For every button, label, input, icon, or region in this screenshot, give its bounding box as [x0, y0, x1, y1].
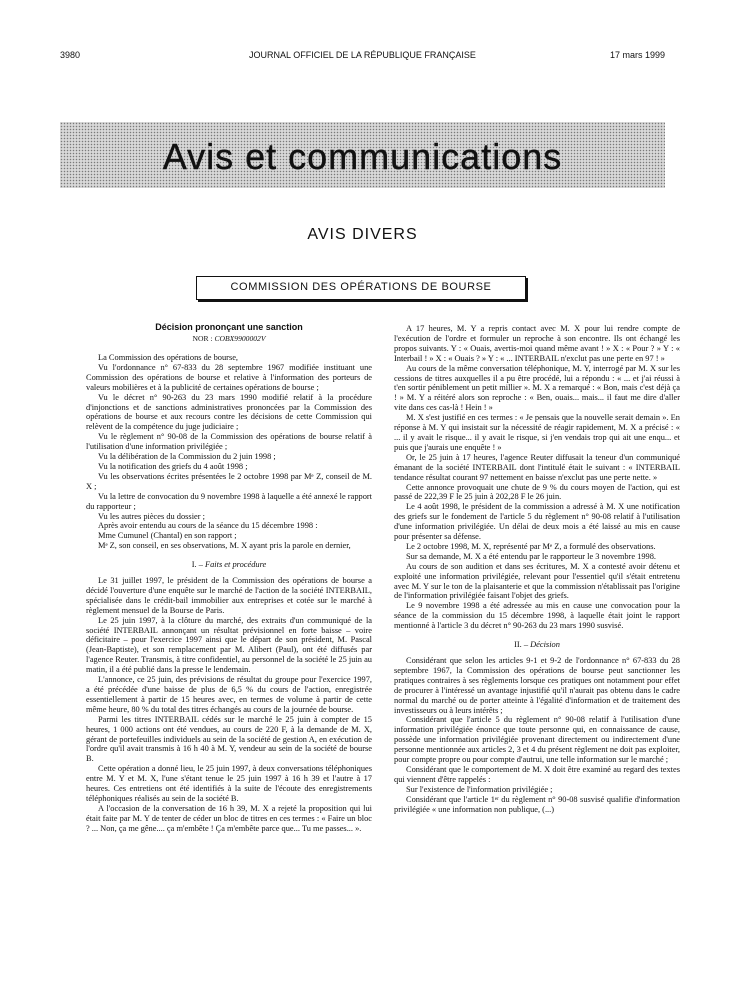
decision-title: Décision prononçant une sanction	[155, 322, 303, 332]
paragraph: Vu la notification des griefs du 4 août 1998 ;	[98, 461, 248, 471]
section-heading: AVIS DIVERS	[307, 226, 418, 243]
paragraph: La Commission des opérations de bourse,	[98, 353, 239, 362]
paragraph: Considérant que le comportement de M. X doit être examiné au regard des textes qui viennent d'être rappelés :	[394, 764, 680, 784]
right-column	[394, 324, 680, 815]
paragraph: Vu la lettre de convocation du 9 novembre 1998 à laquelle a été annexé le rapport du rapporteur ;	[86, 491, 372, 511]
paragraph: Mme Cumunel (Chantal) en son rapport ;	[98, 531, 237, 541]
paragraph: Vu la délibération de la Commission du 2 juin 1998 ;	[98, 452, 276, 462]
paragraph: Au cours de son audition et dans ses écritures, M. X a contesté avoir détenu et exploité une information privilégiée, relevant pour l'essentiel qu'il s'était entretenu avec M. Y sur le ton de la plaisanterie et que la commission n'établissait pas l'origine de l'information privilégiée faisant l'objet des griefs.	[394, 561, 680, 601]
paragraph: Cette annonce provoquait une chute de 9 % du cours moyen de l'action, qui est passé de 222,39 F le 25 juin à 202,28 F le 26 juin.	[394, 482, 680, 502]
paragraph: Vu les observations écrites présentées le 2 octobre 1998 par Mᵉ Z, conseil de M. X ;	[86, 471, 372, 491]
page-number: 3980	[60, 50, 81, 60]
part-title: Faits et procédure	[205, 560, 267, 570]
banner-title: Avis et communications	[162, 136, 563, 177]
paragraph: Cette opération a donné lieu, le 25 juin 1997, à deux conversations téléphoniques entre M. Y et M. X, l'une s'étant tenue le 25 juin 1997 à 16 h 39 et l'autre à 17 heures. Ces entretiens ont été identifiés à la suite de l'écoute des enregistrements téléphoniques réalisés au sein de la société B.	[86, 764, 372, 803]
paragraph: Considérant que l'article 5 du règlement n° 90-08 relatif à l'utilisation d'une information privilégiée énonce que toute personne qui, en connaissance de cause, possède une information privilégiée provenant directement ou indirectement d'une personne mentionnée aux articles 2, 3 et 4 du présent règlement ne doit pas exploiter, pour compte propre ou pour compte d'autrui, une telle information sur le marché ;	[394, 715, 680, 765]
paragraph: Vu le règlement n° 90-08 de la Commission des opérations de bourse relatif à l'utilisation d'une information privilégiée ;	[86, 432, 372, 452]
paragraph: Au cours de la même conversation téléphonique, M. Y, interrogé par M. X sur les cessions de titres auxquelles il a pu être procédé, lui a répondu : « ... et j'ai réussi à t'en sortir péniblement un petit millier ». M. X a remarqué : « Bon, mais c'est déjà ça ! » M. Y a réitéré alors son reproche : « Ben, ouais... mais... il faut me dire d'aller vite dans ces cas-là ! Hein ! »	[394, 363, 680, 413]
paragraph: Après avoir entendu au cours de la séance du 15 décembre 1998 :	[98, 521, 318, 531]
paragraph: Le 2 octobre 1998, M. X, représenté par Mᵉ Z, a formulé des observations.	[406, 541, 656, 551]
nor-code: COBX9900002V	[214, 334, 266, 343]
part-two-heading	[394, 640, 680, 650]
paragraph: Mᵉ Z, son conseil, en ses observations, M. X ayant pris la parole en dernier,	[98, 541, 351, 551]
paragraph: Le 9 novembre 1998 a été adressée au mis en cause une convocation pour la séance de la commission du 15 décembre 1998, à laquelle était joint le rapport mentionné à l'article 3 du décret n° 90-263 du 23 mars 1990 susvisé.	[394, 601, 680, 631]
journal-title: JOURNAL OFFICIEL DE LA RÉPUBLIQUE FRANÇAISE	[249, 50, 476, 60]
running-head	[60, 50, 665, 64]
paragraph: Le 31 juillet 1997, le président de la Commission des opérations de bourse a décidé l'ouverture d'une enquête sur le marché de l'action de la société INTERBAIL, spécialisée dans le crédit-bail immobilier aux entreprises et cotée sur le marché à règlement mensuel de la Bourse de Paris.	[86, 576, 372, 615]
section-banner	[60, 122, 665, 188]
issue-date: 17 mars 1999	[609, 50, 665, 60]
part-number: I. –	[191, 560, 203, 570]
paragraph: Vu l'ordonnance n° 67-833 du 28 septembre 1967 modifiée instituant une Commission des opérations de bourse et relative à l'information des porteurs de valeurs mobilières et à la publicité de certaines opérations de bourse ;	[86, 362, 372, 392]
paragraph: L'annonce, ce 25 juin, des prévisions de résultat du groupe pour l'exercice 1997, a été précédée d'une baisse de plus de 6,5 % du cours de l'action, enregistrée essentiellement à partir de 15 heures avec, en termes de volume à partir de cette même heure, 80 % du total des titres échangés au cours de la journée de bourse.	[86, 675, 372, 714]
left-column	[86, 322, 372, 834]
part-one-heading	[86, 560, 372, 570]
paragraph: M. X s'est justifié en ces termes : « Je pensais que la nouvelle serait demain ». En réponse à M. Y qui insistait sur la nécessité de réagir rapidement, M. X a précisé : « ... il y avait le risque... il y avait le risque, si j'en vendais trop qui ait une enqu... et puis que j'aurais une enquête ! »	[394, 413, 680, 452]
paragraph: Or, le 25 juin à 17 heures, l'agence Reuter diffusait la teneur d'un communiqué émanant de la société INTERBAIL dont l'intitulé était le suivant : « INTERBAIL tendance résultat courant 97 nettement en baisse n'exclut pas une perte nette. »	[394, 452, 680, 482]
part-number: II. –	[514, 640, 529, 650]
nor-label: NOR :	[192, 334, 213, 343]
paragraph: Sur sa demande, M. X a été entendu par le rapporteur le 3 novembre 1998.	[406, 551, 657, 561]
paragraph: Vu le décret n° 90-263 du 23 mars 1990 modifié relatif à la procédure d'injonctions et de sanctions administratives prononcées par la Commission des opérations de bourse et aux recours contre les décisions de cette Commission qui relèvent de la compétence du juge judiciaire ;	[86, 392, 372, 432]
paragraph: Parmi les titres INTERBAIL cédés sur le marché le 25 juin à compter de 15 heures, 1 000 actions ont été vendues, au cours de 220 F, à la demande de M. X, gérant de portefeuilles individuels au sein de la société de gestion A, en exécution de l'ordre qu'il avait transmis à 16 h 40 à M. Y, vendeur au sein de la société de bourse B.	[86, 714, 372, 764]
paragraph: Le 25 juin 1997, à la clôture du marché, des extraits d'un communiqué de la société INTERBAIL annonçant un résultat prévisionnel en forte baisse – voire déficitaire – pour l'exercice 1997 ainsi que le départ de son président, M. Pascal (Jean-Baptiste), et son remplacement par M. Alibert (Paul), ont été diffusés par l'agence Reuter. Transmis, à titre confidentiel, au personnel de la société le 25 juin au matin, il a été publié dans la presse le lendemain.	[86, 615, 372, 675]
paragraph: Sur l'existence de l'information privilégiée ;	[406, 784, 553, 794]
nor-reference	[86, 333, 372, 345]
paragraph: Considérant que l'article 1ᵉʳ du règlement n° 90-08 susvisé qualifie d'information privilégiée « une information non publique, (...)	[394, 794, 680, 814]
paragraph: Considérant que selon les articles 9-1 et 9-2 de l'ordonnance n° 67-833 du 28 septembre 1967, la Commission des opérations de bourse peut sanctionner les pratiques contraires à ses règlements lorsque ces pratiques ont notamment pour effet de procurer à l'intéressé un avantage injustifié qu'il n'aurait pas obtenu dans le cadre normal du marché ou de porter atteinte à l'égalité d'information et de traitement des investisseurs ou à leurs intérêts ;	[394, 656, 680, 715]
paragraph: Vu les autres pièces du dossier ;	[98, 511, 205, 521]
paragraph: A l'occasion de la conversation de 16 h 39, M. X a rejeté la proposition qui lui était faite par M. Y de tenter de céder un bloc de titres en ces termes : « Faire un bloc ? ... Non, ça me gêne.... ça m'embête ! Ça m'embête parce que... Tu me passes... ».	[86, 803, 372, 833]
part-title: Décision	[530, 640, 560, 650]
paragraph: Le 4 août 1998, le président de la commission a adressé à M. X une notification des griefs sur le fondement de l'article 5 du règlement n° 90-08 relatif à l'utilisation d'une information privilégiée. Un délai de deux mois a été laissé au mis en cause pour présenter sa défense.	[394, 502, 680, 542]
paragraph: A 17 heures, M. Y a repris contact avec M. X pour lui rendre compte de l'exécution de l'ordre et formuler un reproche à son encontre. Ils ont échangé les propos suivants. Y : « Ouais, avertis-moi quand même avant ! » X : « Pour ? » Y : « Interbail ! » X : « Ouais ? » Y : « ... INTERBAIL n'exclut pas une perte en 97 ! »	[394, 324, 680, 363]
organization-box: COMMISSION DES OPÉRATIONS DE BOURSE	[196, 276, 526, 300]
